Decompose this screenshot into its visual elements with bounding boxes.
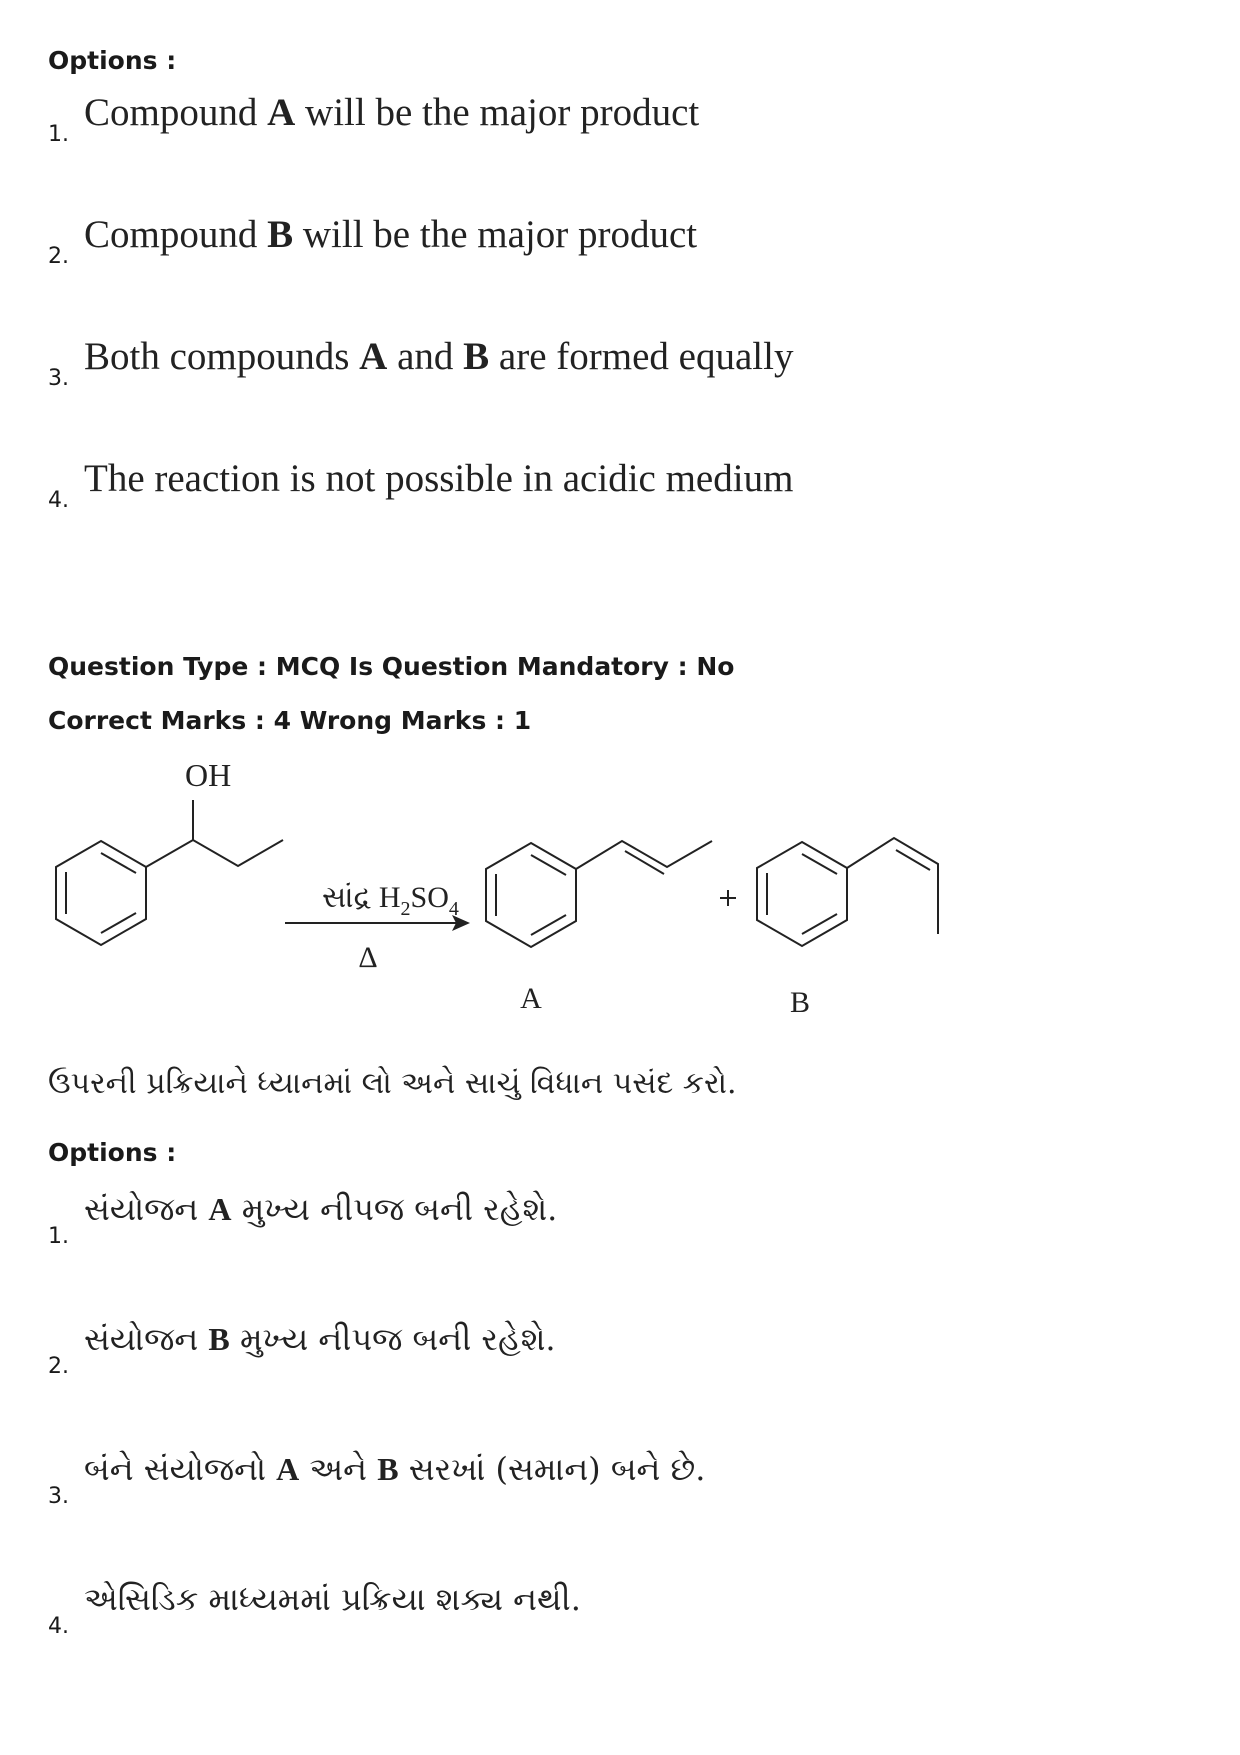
reagent-label: સાંદ્ર $H_2SO_4$: [322, 881, 459, 920]
option-number: 3.: [48, 1484, 69, 1509]
option-4-gujarati[interactable]: [48, 1578, 1148, 1648]
heat-symbol: Δ: [358, 941, 378, 974]
option-text: બંને સંયોજનો A અને B સરખાં (સમાન) બને છે.: [84, 1450, 706, 1488]
reactant-side-chain: [146, 840, 283, 867]
product-b-label: B: [789, 986, 811, 1019]
reaction-scheme: [0, 750, 1240, 1030]
option-text: Both compounds A and B are formed equally: [84, 335, 794, 378]
options-heading-gujarati: Options :: [48, 1138, 177, 1167]
option-1-gujarati[interactable]: [48, 1188, 1148, 1258]
product-b-side-chain: [847, 838, 938, 934]
oh-label: OH: [185, 757, 232, 793]
option-text: સંયોજન A મુખ્ય નીપજ બની રહેશે.: [84, 1190, 558, 1228]
option-number: 1.: [48, 1224, 69, 1249]
option-text: The reaction is not possible in acidic medium: [84, 457, 794, 500]
product-a-benzene-ring: [486, 843, 576, 947]
option-number: 3.: [48, 366, 69, 391]
option-number: 1.: [48, 122, 69, 147]
option-text: એસિડિક માધ્યમમાં પ્રક્રિયા શક્ય નથી.: [84, 1580, 581, 1618]
option-text: સંયોજન B મુખ્ય નીપજ બની રહેશે.: [84, 1320, 556, 1358]
question-type-line: Question Type : MCQ Is Question Mandatory : No: [48, 652, 735, 681]
option-3-gujarati[interactable]: [48, 1448, 1148, 1518]
option-number: 4.: [48, 488, 69, 513]
option-2-gujarati[interactable]: [48, 1318, 1148, 1388]
option-number: 2.: [48, 244, 69, 269]
product-a-side-chain: [576, 841, 712, 869]
product-b-benzene-ring: [757, 842, 847, 946]
options-heading-english: Options :: [48, 46, 177, 75]
option-4-english[interactable]: [48, 456, 1148, 526]
option-3-english[interactable]: [48, 334, 1148, 404]
option-number: 4.: [48, 1614, 69, 1639]
option-text: Compound B will be the major product: [84, 213, 698, 256]
marks-line: Correct Marks : 4 Wrong Marks : 1: [48, 706, 532, 735]
question-text: ઉપરની પ્રક્રિયાને ધ્યાનમાં લો અને સાચું વિધાન પસંદ કરો.: [48, 1066, 737, 1101]
option-2-english[interactable]: [48, 212, 1148, 282]
reactant-benzene-ring: [56, 841, 146, 945]
product-a-label: A: [520, 982, 542, 1015]
option-text: Compound A will be the major product: [84, 91, 700, 134]
option-1-english[interactable]: [48, 90, 1148, 160]
option-number: 2.: [48, 1354, 69, 1379]
